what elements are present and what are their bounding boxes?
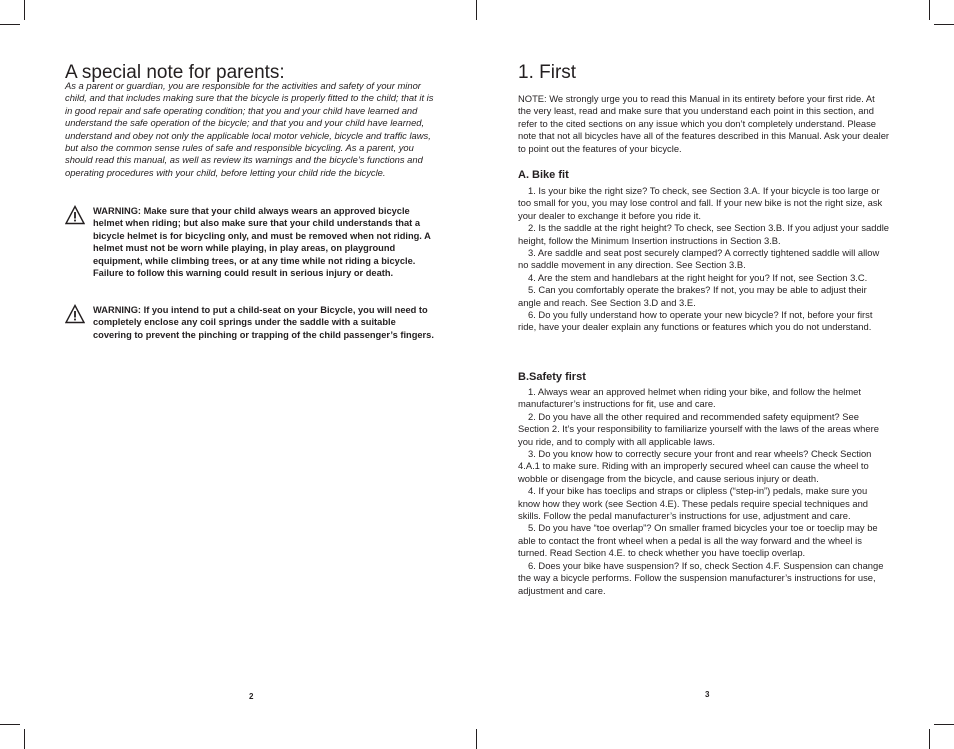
warning-child-seat	[65, 304, 435, 341]
list-item: 2. Do you have all the other required and recommended safety equipment? See Section 2. It’s your responsibility to familiarize yourself with the laws of the areas where you ride, and to comply with all applicable laws.	[518, 410, 879, 447]
list-item: 1. Is your bike the right size? To check, see Section 3.A. If your bicycle is too large or too small for you, you may lose control and fall. If your new bike is not the right size, ask your dealer to exchange it before you ride it.	[518, 185, 883, 221]
bike-fit-list	[518, 185, 890, 334]
page-number: 3	[705, 690, 710, 699]
warning-triangle-icon	[65, 205, 85, 225]
crop-mark	[24, 729, 25, 749]
list-item: 4. If your bike has toeclips and straps or clipless (“step-in”) pedals, make sure you know how they work (see Section 4.E). These pedals require special techniques and skills. Follow the pedal manufacturer’s instructions for use, adjustment and care.	[518, 485, 869, 522]
warning-helmet-text: WARNING: Make sure that your child always wears an approved bicycle helmet when riding; but also make sure that your child understands that a bicycle helmet is for bicycling only, and must be removed when not riding. A helmet must not be worn while playing, in play areas, on playground equipment, while climbing trees, or at any time while not riding a bicycle. Failure to follow this warning could result in serious injury or death.	[93, 206, 431, 279]
list-item: 4. Are the stem and handlebars at the right height for you? If not, see Section 3.C.	[528, 271, 868, 283]
page-title: A special note for parents:	[65, 62, 285, 83]
list-item: 6. Do you fully understand how to operate your new bicycle? If not, before your first ride, have your dealer explain any functions or features which you do not understand.	[518, 309, 873, 333]
section-title: 1. First	[518, 62, 577, 83]
list-item: 2. Is the saddle at the right height? To check, see Section 3.B. If you adjust your saddle height, follow the Minimum Insertion instructions in Section 3.B.	[518, 222, 889, 246]
warning-helmet	[65, 205, 435, 279]
crop-mark	[24, 0, 25, 20]
list-item: 1. Always wear an approved helmet when riding your bike, and follow the helmet manufacturer’s instructions for fit, use and care.	[518, 386, 861, 410]
crop-mark	[934, 24, 954, 25]
crop-mark	[476, 0, 477, 20]
crop-mark	[934, 724, 954, 725]
list-item: 6. Does your bike have suspension? If so, check Section 4.F. Suspension can change the way a bicycle performs. Follow the suspension manufacturer’s instructions for use, adjustment and care.	[518, 559, 884, 596]
list-item: 5. Do you have “toe overlap”? On smaller framed bicycles your toe or toeclip may be able to contact the front wheel when a pedal is all the way forward and the wheel is turned. Read Section 4.E. to check whether you have toeclip overlap.	[518, 522, 878, 559]
crop-mark	[0, 24, 20, 25]
crop-mark	[929, 729, 930, 749]
safety-first-list	[518, 386, 890, 597]
crop-mark	[476, 729, 477, 749]
list-item: 3. Are saddle and seat post securely clamped? A correctly tightened saddle will allow no saddle movement in any direction. See Section 3.B.	[518, 247, 880, 271]
parents-intro: As a parent or guardian, you are responsible for the activities and safety of your minor child, and that includes making sure that the bicycle is properly fitted to the child; that it is in good repair and safe operating condition; that you and your child have learned and understand the safe operation of the bicycle; and that you and your child have learned, understand and obey not only the applicable local motor vehicle, bicycle and traffic laws, but also the common sense rules of safe and responsible bicycling. As a parent, you should read this manual, as well as review its warnings and the bicycle’s functions and operating procedures with your child, before letting your child ride the bicycle.	[65, 80, 434, 178]
warning-triangle-icon	[65, 304, 85, 324]
page-number: 2	[249, 692, 254, 701]
crop-mark	[929, 0, 930, 20]
warning-child-seat-text: WARNING: If you intend to put a child-seat on your Bicycle, you will need to completely enclose any coil springs under the saddle with a suitable covering to prevent the pinching or trapping of the child passenger’s fingers.	[93, 305, 434, 340]
list-item: 5. Can you comfortably operate the brakes? If not, you may be able to adjust their angle and reach. See Section 3.D and 3.E.	[518, 284, 867, 308]
list-item: 3. Do you know how to correctly secure your front and rear wheels? Check Section 4.A.1 to make sure. Riding with an improperly secured wheel can cause the wheel to wobble or disengage from the bicycle, and cause serious injury or death.	[518, 448, 872, 484]
subheading-safety-first: B.Safety first	[518, 371, 586, 383]
manual-note: NOTE: We strongly urge you to read this Manual in its entirety before your first ride. At the very least, read and make sure that you understand each point in this section, and refer to the cited sections on any issue which you don’t completely understand. Please note that not all bicycles have all of the features described in this Manual. Ask your dealer to point out the features of your bicycle.	[518, 93, 890, 154]
crop-mark	[0, 724, 20, 725]
subheading-bike-fit: A. Bike fit	[518, 169, 569, 181]
